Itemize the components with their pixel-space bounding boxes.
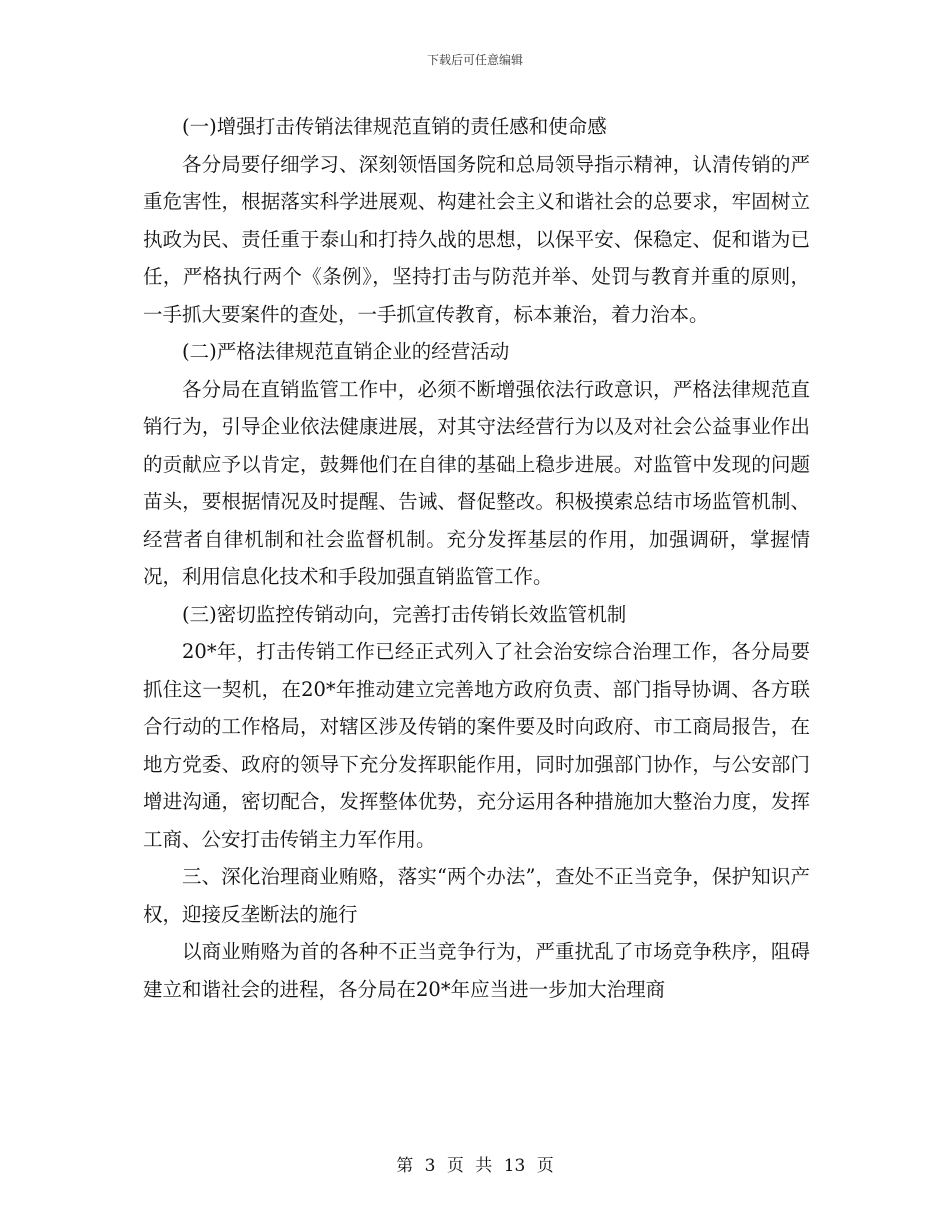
page-header: 下载后可任意编辑 — [426, 53, 523, 67]
section-heading-1: (一)增强打击传销法律规范直销的责任感和使命感 — [182, 115, 607, 138]
body-paragraph-3: 20*年，打击传销工作已经正式列入了社会治安综合治理工作，各分局要抓住这一契机，在20*年推动建立完善地方政府负责、部门指导协调、各方联合行动的工作格局，对辖区涉及传销的案件要及时向政府、市工商局报告，在地方党委、政府的领导下充分发挥职能作用，同时加强部门协作，与公安部门增进沟通，密切配合，发挥整体优势，充分运用各种措施加大整治力度，发挥工商、公安打击传销主力军作用。 — [143, 640, 810, 851]
body-paragraph-1: 各分局要仔细学习、深刻领悟国务院和总局领导指示精神，认清传销的严重危害性，根据落实科学进展观、构建社会主义和谐社会的总要求，牢固树立执政为民、责任重于泰山和打持久战的思想，以保平安、保稳定、促和谐为已任，严格执行两个《条例》，坚持打击与防范并举、处罚与教育并重的原则，一手抓大要案件的查处，一手抓宣传教育，标本兼治，着力治本。 — [143, 152, 810, 326]
section-heading-3: (三)密切监控传销动向，完善打击传销长效监管机制 — [182, 602, 627, 626]
body-paragraph-4: 以商业贿赂为首的各种不正当竞争行为，严重扰乱了市场竞争秩序，阻碍建立和谐社会的进程，各分局在20*年应当进一步加大治理商 — [143, 940, 810, 1001]
document-body — [143, 108, 810, 1008]
section-heading-4: 三、深化治理商业贿赂，落实“两个办法”，查处不正当竞争，保护知识产权，迎接反垄断法的施行 — [143, 865, 810, 926]
page-footer: 第 3 页 共 13 页 — [396, 1156, 554, 1176]
section-heading-2: (二)严格法律规范直销企业的经营活动 — [182, 340, 510, 363]
body-paragraph-2: 各分局在直销监管工作中，必须不断增强依法行政意识，严格法律规范直销行为，引导企业依法健康进展，对其守法经营行为以及对社会公益事业作出的贡献应予以肯定，鼓舞他们在自律的基础上稳步进展。对监管中发现的问题苗头，要根据情况及时提醒、告诫、督促整改。积极摸索总结市场监管机制、经营者自律机制和社会监督机制。充分发挥基层的作用，加强调研，掌握情况，利用信息化技术和手段加强直销监管工作。 — [143, 377, 810, 588]
